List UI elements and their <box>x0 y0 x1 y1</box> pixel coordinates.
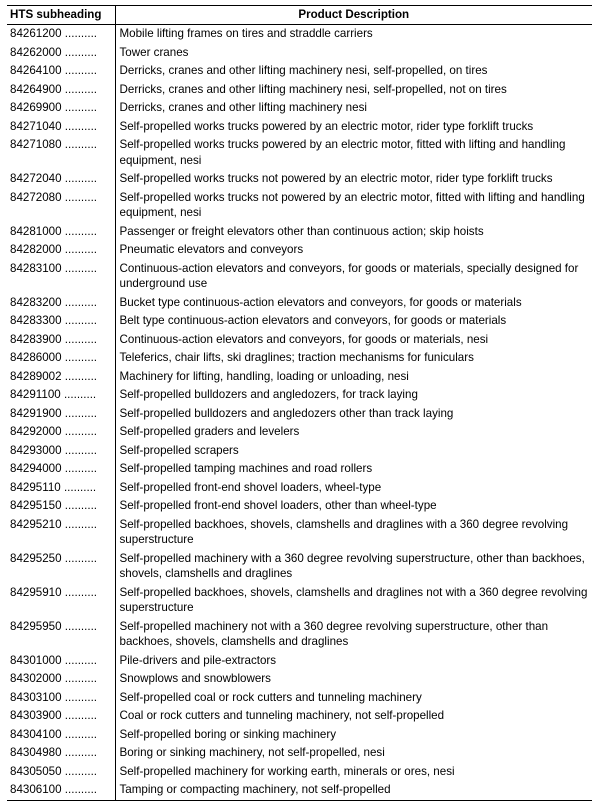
product-description-cell: Self-propelled machinery not with a 360 degree revolving superstructure, other than backhoes, shovels, clamshells and draglines <box>119 619 549 648</box>
product-description-cell: Machinery for lifting, handling, loading or unloading, nesi <box>119 369 409 383</box>
hts-code-cell: 84295110 .......... <box>7 479 115 498</box>
table-row <box>7 781 592 800</box>
product-description-cell: Self-propelled front-end shovel loaders, other than wheel-type <box>119 499 437 512</box>
product-description-cell: Self-propelled backhoes, shovels, clamshells and draglines with a 360 degree revolving superstructure <box>119 517 569 546</box>
hts-code-cell: 84295950 .......... <box>7 618 115 652</box>
table-header-row <box>7 6 592 25</box>
table-row <box>7 118 592 137</box>
table-row <box>7 479 592 498</box>
product-description-cell: Derricks, cranes and other lifting machinery nesi, self-propelled, on tires <box>119 64 488 77</box>
table-row <box>7 763 592 782</box>
table-row <box>7 81 592 100</box>
hts-code-cell: 84283200 .......... <box>7 294 115 313</box>
product-description-cell: Snowplows and snowblowers <box>119 672 271 685</box>
product-description-cell: Self-propelled front-end shovel loaders, wheel-type <box>119 480 382 494</box>
hts-code-cell: 84305050 .......... <box>7 763 115 782</box>
hts-code-cell: 84302000 .......... <box>7 670 115 689</box>
product-description-cell: Self-propelled tamping machines and road rollers <box>119 462 373 475</box>
table-row <box>7 497 592 516</box>
table-row <box>7 44 592 63</box>
table-row <box>7 223 592 242</box>
table-row <box>7 707 592 726</box>
product-description-cell: Self-propelled bulldozers and angledozers other than track laying <box>119 406 454 420</box>
table-row <box>7 744 592 763</box>
table-row <box>7 170 592 189</box>
hts-code-cell: 84291100 .......... <box>7 386 115 405</box>
table-row <box>7 241 592 260</box>
hts-code-cell: 84283900 .......... <box>7 331 115 350</box>
hts-code-cell: 84264900 .......... <box>7 81 115 100</box>
hts-code-cell: 84301000 .......... <box>7 652 115 671</box>
product-description-cell: Boring or sinking machinery, not self-propelled, nesi <box>119 746 385 759</box>
product-description-cell: Continuous-action elevators and conveyors, for goods or materials, nesi <box>119 332 489 346</box>
hts-product-table <box>7 5 592 801</box>
product-description-cell: Teleferics, chair lifts, ski draglines; traction mechanisms for funiculars <box>119 351 474 364</box>
table-row <box>7 99 592 118</box>
hts-code-cell: 84291900 .......... <box>7 405 115 424</box>
product-description-cell: Self-propelled bulldozers and angledozers, for track laying <box>119 388 418 401</box>
hts-code-cell: 84283100 .......... <box>7 260 115 294</box>
product-description-cell: Pile-drivers and pile-extractors <box>119 653 277 667</box>
table-row <box>7 584 592 618</box>
hts-code-cell: 84271080 .......... <box>7 136 115 170</box>
product-description-cell: Tamping or compacting machinery, not self-propelled <box>115 781 592 800</box>
hts-code-cell: 84262000 .......... <box>7 44 115 63</box>
product-description-cell: Self-propelled works trucks not powered by an electric motor, rider type forklift trucks <box>119 172 553 185</box>
table-row <box>7 62 592 81</box>
product-description-cell: Mobile lifting frames on tires and straddle carriers <box>119 27 373 40</box>
table-row <box>7 349 592 368</box>
hts-code-cell: 84293000 .......... <box>7 442 115 461</box>
table-row <box>7 618 592 652</box>
table-row <box>7 460 592 479</box>
table-row <box>7 368 592 387</box>
table-row <box>7 294 592 313</box>
product-description-cell: Pneumatic elevators and conveyors <box>119 243 304 256</box>
header-hts-subheading: HTS subheading <box>7 6 115 25</box>
product-description-cell: Self-propelled works trucks powered by an electric motor, fitted with lifting and handling equipment, nesi <box>119 138 566 167</box>
table-row <box>7 516 592 550</box>
hts-code-cell: 84295210 .......... <box>7 516 115 550</box>
hts-code-cell: 84304980 .......... <box>7 744 115 763</box>
product-description-cell: Self-propelled scrapers <box>119 443 239 457</box>
product-description-cell: Self-propelled boring or sinking machinery <box>119 727 337 741</box>
hts-code-cell: 84283300 .......... <box>7 312 115 331</box>
product-description-cell: Self-propelled coal or rock cutters and tunneling machinery <box>119 690 422 704</box>
hts-code-cell: 84282000 .......... <box>7 241 115 260</box>
table-row <box>7 331 592 350</box>
product-description-cell: Self-propelled machinery with a 360 degree revolving superstructure, other than backhoes, shovels, clamshells and draglines <box>119 551 585 580</box>
product-description-cell: Derricks, cranes and other lifting machinery nesi, self-propelled, not on tires <box>119 82 507 96</box>
table-row <box>7 25 592 44</box>
product-description-cell: Passenger or freight elevators other than continuous action; skip hoists <box>119 224 484 238</box>
hts-code-cell: 84303100 .......... <box>7 689 115 708</box>
table-row <box>7 423 592 442</box>
product-description-cell: Continuous-action elevators and conveyors, for goods or materials, specially designed for underground use <box>119 261 579 290</box>
hts-code-cell: 84289002 .......... <box>7 368 115 387</box>
hts-code-cell: 84286000 .......... <box>7 349 115 368</box>
hts-code-cell: 84261200 .......... <box>7 25 115 44</box>
product-description-cell: Self-propelled works trucks powered by an electric motor, rider type forklift trucks <box>119 119 534 133</box>
table-row <box>7 670 592 689</box>
table-row <box>7 550 592 584</box>
hts-code-cell: 84271040 .......... <box>7 118 115 137</box>
hts-code-cell: 84303900 .......... <box>7 707 115 726</box>
table-row <box>7 726 592 745</box>
product-description-cell: Coal or rock cutters and tunneling machinery, not self-propelled <box>119 709 445 722</box>
table-row <box>7 442 592 461</box>
table-row <box>7 312 592 331</box>
table-row <box>7 652 592 671</box>
table-row <box>7 386 592 405</box>
header-product-description: Product Description <box>115 6 592 25</box>
table-row <box>7 405 592 424</box>
product-description-cell: Belt type continuous-action elevators and conveyors, for goods or materials <box>119 314 507 327</box>
product-description-cell: Self-propelled graders and levelers <box>119 425 300 438</box>
table-row <box>7 689 592 708</box>
hts-code-cell: 84281000 .......... <box>7 223 115 242</box>
table-row <box>7 136 592 170</box>
hts-code-cell: 84269900 .......... <box>7 99 115 118</box>
hts-code-cell: 84295150 .......... <box>7 497 115 516</box>
product-description-cell: Self-propelled works trucks not powered by an electric motor, fitted with lifting and handling equipment, nesi <box>119 190 585 219</box>
hts-code-cell: 84304100 .......... <box>7 726 115 745</box>
hts-code-cell: 84295910 .......... <box>7 584 115 618</box>
hts-code-cell: 84264100 .......... <box>7 62 115 81</box>
table-row <box>7 260 592 294</box>
product-description-cell: Derricks, cranes and other lifting machinery nesi <box>119 101 367 114</box>
hts-code-cell: 84306100 .......... <box>7 781 115 800</box>
hts-code-cell: 84272080 .......... <box>7 189 115 223</box>
hts-code-cell: 84292000 .......... <box>7 423 115 442</box>
product-description-cell: Tower cranes <box>119 45 189 59</box>
table-row <box>7 189 592 223</box>
hts-code-cell: 84295250 .......... <box>7 550 115 584</box>
product-description-cell: Bucket type continuous-action elevators and conveyors, for goods or materials <box>119 295 522 309</box>
product-description-cell: Self-propelled machinery for working earth, minerals or ores, nesi <box>119 764 455 778</box>
product-description-cell: Self-propelled backhoes, shovels, clamshells and draglines not with a 360 degree revolving superstructure <box>119 585 588 614</box>
hts-code-cell: 84272040 .......... <box>7 170 115 189</box>
hts-code-cell: 84294000 .......... <box>7 460 115 479</box>
